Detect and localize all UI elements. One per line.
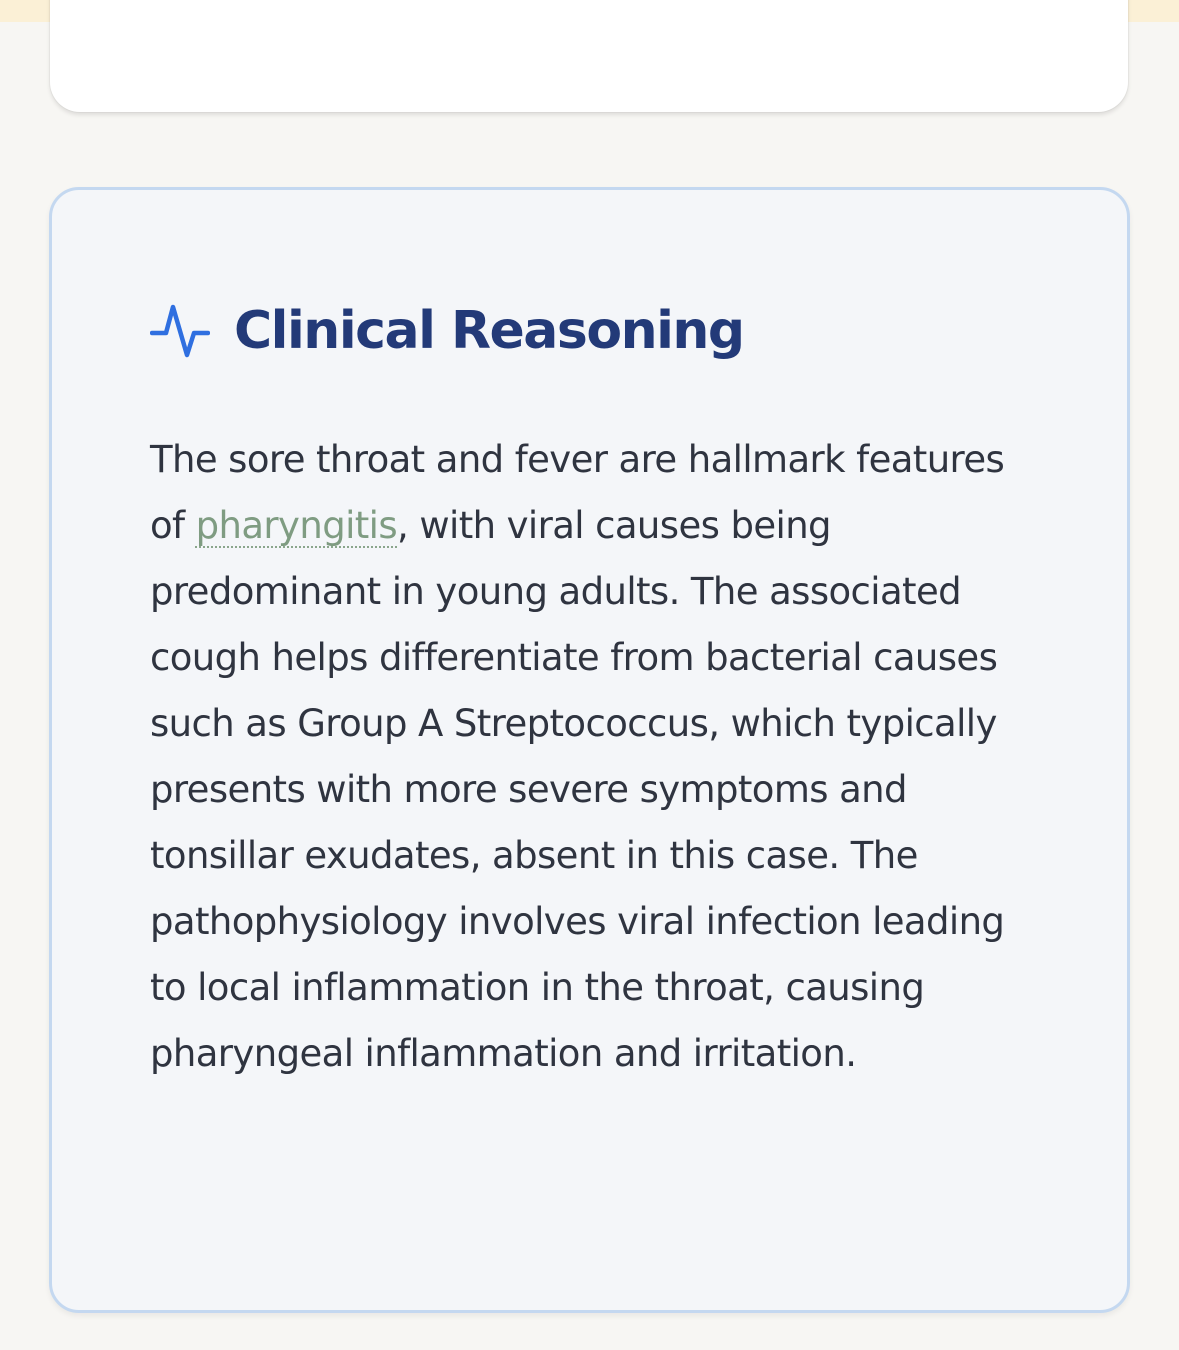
activity-icon	[150, 301, 210, 361]
glossary-link-pharyngitis[interactable]: pharyngitis	[195, 504, 398, 547]
clinical-reasoning-card	[49, 187, 1130, 1313]
previous-card	[50, 0, 1128, 112]
card-body-text	[150, 427, 1030, 1087]
card-header	[150, 296, 744, 366]
card-title: Clinical Reasoning	[234, 301, 744, 361]
body-text-end: , with viral causes being predominant in young adults. The associated cough helps differentiate from bacterial causes such as Group A Streptococcus, which typically presents with more severe symptoms and tonsillar exudates, absent in this case. The pathophysiology involves viral infection leading to local inflammation in the throat, causing pharyngeal inflammation and irritation.	[150, 504, 1005, 1075]
body-text-start: The sore throat and fever are hallmark features of	[150, 438, 1005, 547]
